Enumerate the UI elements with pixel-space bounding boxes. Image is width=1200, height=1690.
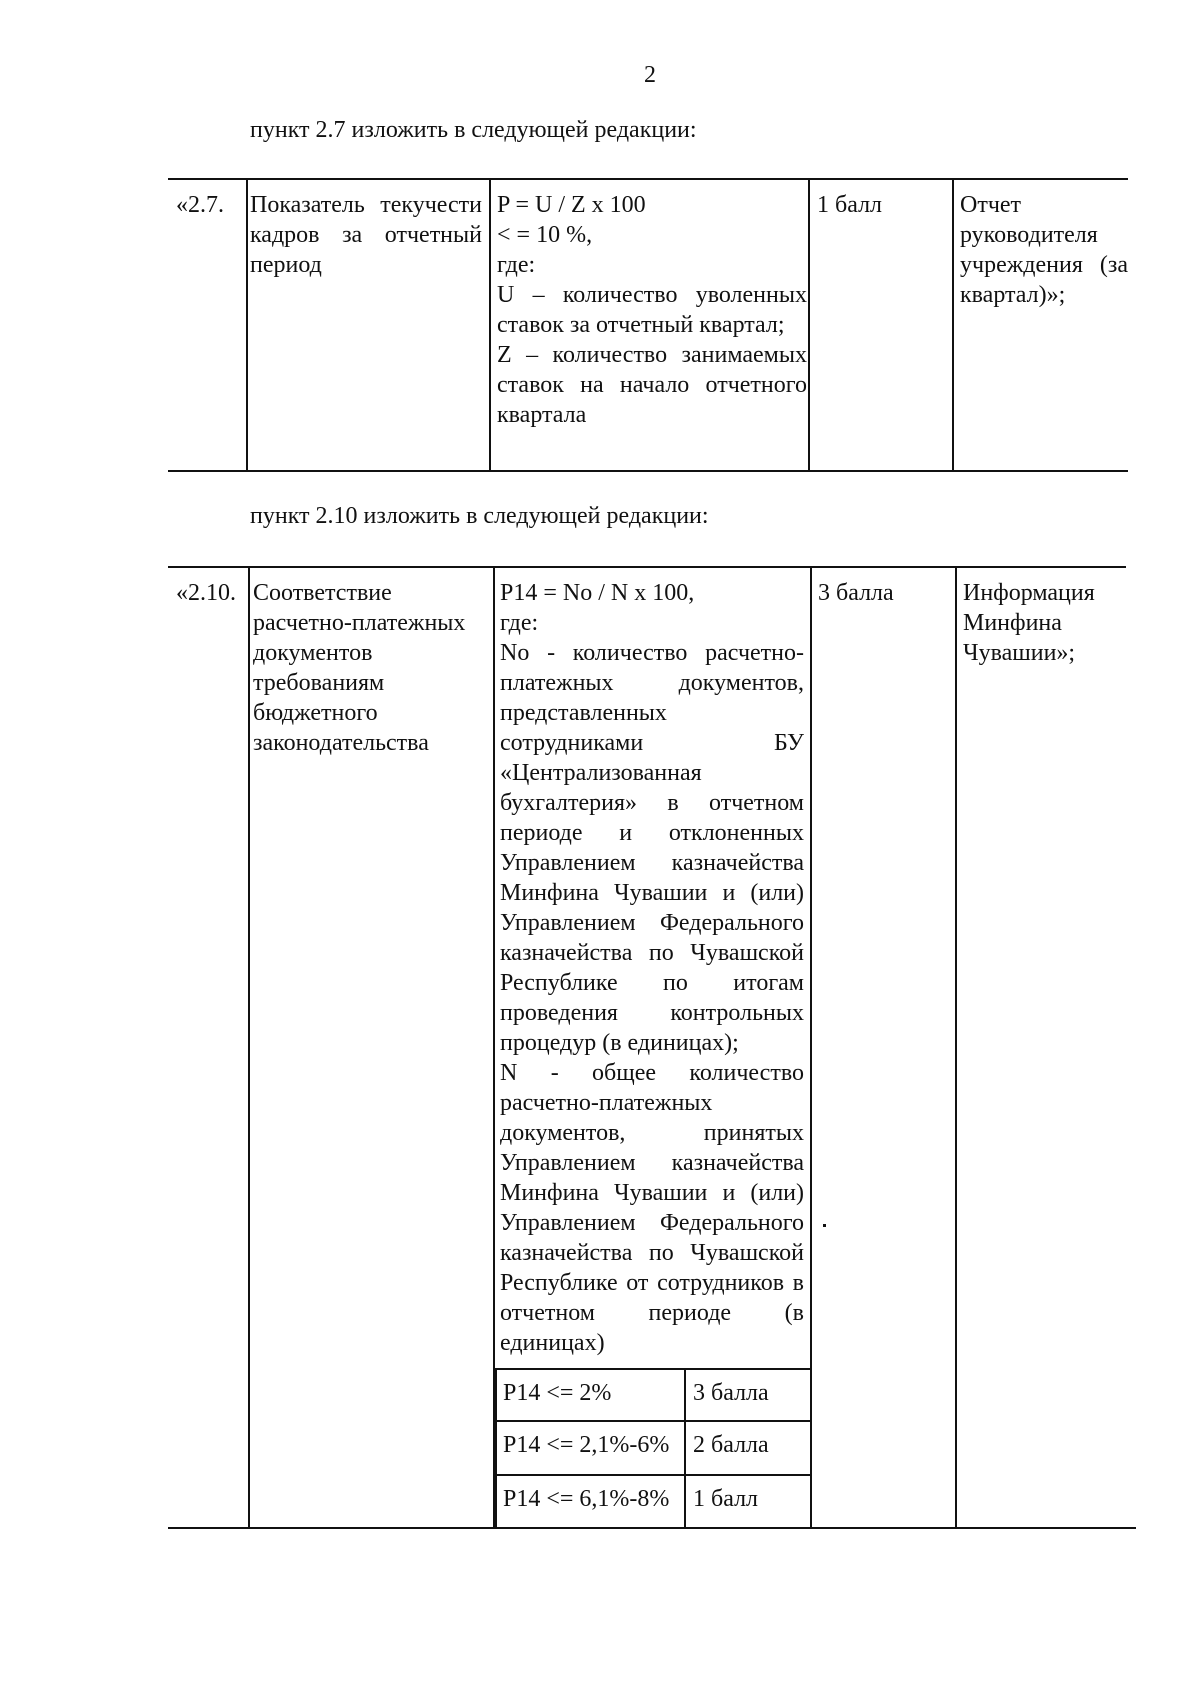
formula-line: U – количество уволенных ставок за отчетный квартал; [497, 282, 807, 338]
table-item-2-10 [160, 566, 1128, 1529]
section-intro-2-7: пункт 2.7 изложить в следующей редакции: [250, 117, 697, 143]
indicator-name: Соответствие расчетно-платежных документов требованиям бюджетного законодательства [253, 580, 466, 756]
formula-line: где: [500, 610, 539, 636]
scale-condition: P14 <= 2,1%-6% [503, 1432, 670, 1458]
scale-points: 2 балла [693, 1432, 769, 1458]
scale-points: 1 балл [693, 1486, 759, 1512]
formula-line: P14 = No / N x 100, [500, 580, 695, 606]
scale-condition: P14 <= 2% [503, 1380, 612, 1406]
scale-points: 3 балла [693, 1380, 769, 1406]
score-scale-row [495, 1368, 812, 1420]
scan-speck [823, 1224, 826, 1227]
page-number: 2 [644, 62, 656, 88]
item-number: «2.7. [176, 192, 224, 218]
table-item-2-7 [160, 178, 1128, 472]
score-scale [495, 1368, 812, 1529]
formula-line: < = 10 %, [497, 222, 593, 248]
indicator-formula [500, 578, 804, 1358]
formula-line: N - общее количество расчетно-платежных документов, принятых Управлением казначейства Минфина Чувашии и (или) Управлением Федерального казначейства по Чувашской Республике от сотрудников в отчетном периоде (в единицах) [500, 1060, 804, 1356]
indicator-score: 1 балл [817, 192, 883, 218]
indicator-score: 3 балла [818, 580, 894, 606]
item-number: «2.10. [176, 580, 236, 606]
indicator-formula [497, 190, 807, 430]
section-intro-2-10: пункт 2.10 изложить в следующей редакции: [250, 503, 709, 529]
formula-line: P = U / Z x 100 [497, 192, 646, 218]
scale-condition: P14 <= 6,1%-8% [503, 1486, 670, 1512]
score-scale-row [495, 1474, 812, 1529]
indicator-name: Показатель текучести кадров за отчетный период [250, 192, 482, 278]
formula-line: No - количество расчетно-платежных документов, представленных сотрудниками БУ «Централизованная бухгалтерия» в отчетном периоде и отклоненных Управлением казначейства Минфина Чувашии и (или) Управлением Федерального казначейства по Чувашской Республике по итогам проведения контрольных процедур (в единицах); [500, 640, 804, 1056]
formula-line: где: [497, 252, 536, 278]
indicator-source: Отчет руководителя учреждения (за квартал)»; [960, 192, 1128, 308]
indicator-source: Информация Минфина Чувашии»; [963, 580, 1095, 666]
formula-line: Z – количество занимаемых ставок на начало отчетного квартала [497, 342, 807, 428]
score-scale-row [495, 1420, 812, 1474]
